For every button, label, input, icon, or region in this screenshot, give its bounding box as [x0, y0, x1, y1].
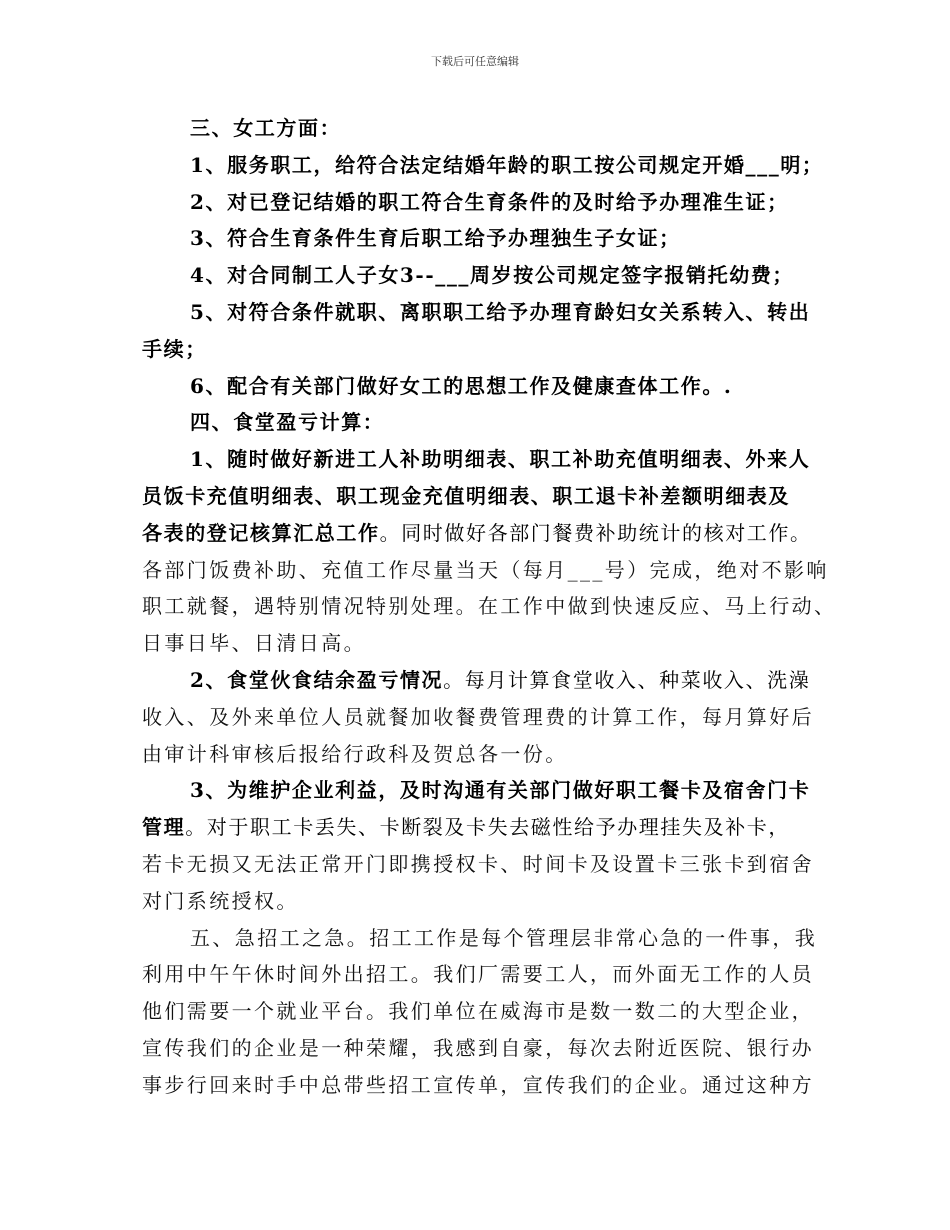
text-line	[142, 1030, 822, 1067]
text-line	[142, 883, 822, 920]
text-line	[142, 588, 837, 625]
line-text: 四、食堂盈亏计算：	[190, 410, 385, 435]
line-text: 职工就餐，遇特别情况特别处理。在工作中做到快速反应、马上行动、	[142, 594, 837, 619]
text-line	[142, 368, 822, 405]
text-line	[142, 993, 822, 1030]
text-line	[142, 920, 822, 957]
line-text: 对门系统授权。	[142, 888, 299, 913]
text-line	[142, 331, 822, 368]
text-line	[142, 478, 822, 515]
document-body	[142, 110, 837, 1104]
line-text: 1、服务职工，给符合法定结婚年龄的职工按公司规定开婚___明；	[190, 152, 824, 177]
bold-span: 各表的登记核算汇总工作	[142, 520, 380, 545]
text-line	[142, 515, 822, 552]
text-line	[142, 736, 822, 773]
text-line	[142, 552, 829, 589]
text-line	[142, 662, 822, 699]
text-line	[142, 772, 822, 809]
text-line	[142, 1067, 822, 1104]
bold-span: 2、食堂伙食结余盈亏情况	[190, 667, 444, 692]
line-text: 员饭卡充值明细表、职工现金充值明细表、职工退卡补差额明细表及	[142, 483, 790, 508]
line-text: 五、急招工之急。招工工作是每个管理层非常心急的一件事，我	[190, 925, 818, 950]
text-line	[142, 625, 822, 662]
line-text: 各部门饭费补助、充值工作尽量当天（每月___号）完成，绝对不影响	[142, 557, 829, 582]
text-line	[142, 699, 822, 736]
text-line	[142, 184, 822, 221]
bold-span: 管理	[142, 815, 186, 840]
text-line	[142, 809, 822, 846]
text-line	[142, 404, 822, 441]
line-text: 若卡无损又无法正常开门即携授权卡、时间卡及设置卡三张卡到宿舍	[142, 851, 814, 876]
text-line	[142, 846, 822, 883]
normal-span: 。每月计算食堂收入、种菜收入、洗澡	[443, 667, 811, 692]
line-text: 2、对已登记结婚的职工符合生育条件的及时给予办理准生证；	[190, 189, 789, 214]
line-text: 事步行回来时手中总带些招工宣传单，宣传我们的企业。通过这种方	[142, 1072, 814, 1097]
line-text: 5、对符合条件就职、离职职工给予办理育龄妇女关系转入、转出	[190, 299, 811, 324]
line-text: 6、配合有关部门做好女工的思想工作及健康查体工作。.	[190, 373, 733, 398]
line-text: 1、随时做好新进工人补助明细表、职工补助充值明细表、外来人	[190, 447, 811, 472]
text-line	[142, 441, 822, 478]
line-text: 由审计科审核后报给行政科及贺总各一份。	[142, 741, 568, 766]
text-line	[142, 147, 822, 184]
line-text: 日事日毕、日清日高。	[142, 631, 366, 656]
text-line	[142, 110, 822, 147]
line-text: 宣传我们的企业是一种荣耀，我感到自豪，每次去附近医院、银行办	[142, 1035, 814, 1060]
line-text: 利用中午午休时间外出招工。我们厂需要工人，而外面无工作的人员	[142, 962, 814, 987]
line-text: 三、女工方面：	[190, 116, 342, 140]
line-text: 他们需要一个就业平台。我们单位在威海市是数一数二的大型企业，	[142, 999, 814, 1024]
text-line	[142, 956, 822, 993]
line-text: 3、为维护企业利益，及时沟通有关部门做好职工餐卡及宿舍门卡	[190, 778, 811, 803]
text-line	[142, 220, 822, 257]
normal-span: 。同时做好各部门餐费补助统计的核对工作。	[379, 520, 812, 545]
line-text: 4、对合同制工人子女3--___周岁按公司规定签字报销托幼费；	[190, 263, 795, 288]
line-text: 手续；	[142, 336, 207, 361]
text-line	[142, 257, 822, 294]
line-text: 收入、及外来单位人员就餐加收餐费管理费的计算工作，每月算好后	[142, 704, 814, 729]
normal-span: 。对于职工卡丢失、卡断裂及卡失去磁性给予办理挂失及补卡，	[185, 815, 791, 840]
page-header: 下载后可任意编辑	[431, 55, 519, 68]
line-text: 3、符合生育条件生育后职工给予办理独生子女证；	[190, 226, 681, 251]
text-line	[142, 294, 822, 331]
